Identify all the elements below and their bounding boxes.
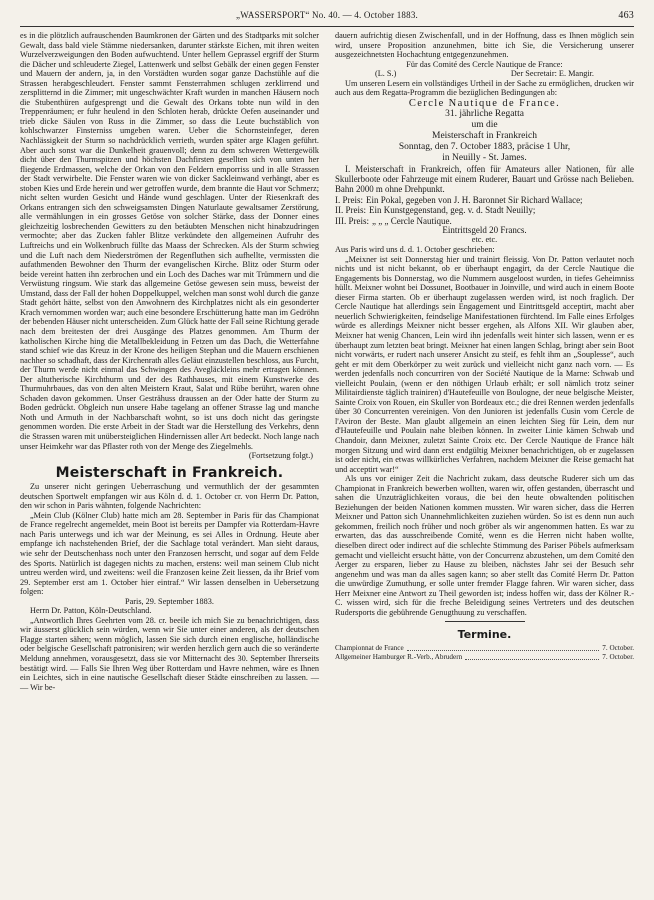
article-paragraph: „Mein Club (Kölner Club) hatte mich am 28. September in Paris für das Championat de France regelrecht angemeldet, mein Boot ist bereits per Dampfer via Rotterdam-Havre nach Paris unterwegs und ich war der Meinung, es sei Alles in Ordnung. Heute aber empfange ich nachstehenden Brief, der die Sachlage total verändert. Man sieht daraus, wie sehr der Deutschenhass noch unter den Franzosen herrscht, und sogar auf dem Felde des Sports. Natürlich ist dagegen nichts zu machen, erstens: weil man seinem Club nicht untreu werden wird, und zweitens: weil die Franzosen keine Zeit liessen, da ihr Brief vom 29. September erst am 1. October hier eintraf.“ Wir lassen denselben in Uebersetzung folgen: [20,510,319,597]
prize-row [335,195,634,205]
letter-continuation: dauern aufrichtig diesen Zwischenfall, und in der Hoffnung, dass es Ihnen möglich sein wird, unsere Proposition anzunehmen, bitte ich Sie, die Versicherung unserer ausgezeichnetsten Hochachtung entgegenzunehmen. [335,31,634,60]
regatta-edition: 31. jährliche Regatta [445,108,524,119]
right-column [335,31,634,692]
story-paragraph: es in die plötzlich aufrauschenden Baumkronen der Gärten und des Stadtparks mit solcher Gewalt, dass bald viele Stämme niedersanken, darunter stärkste Eichen, mit ihren weiten Wurzelverzweigungen den Boden aufwuchtend. Unter hellem Geprassel ergriff der Sturm die Dächer und schleuderte Ziegel, Lattenwerk und selbst Gebälk der einen gegen Fenster und Mauern der andern, ja, in den Vorstädten wurden sogar ganze Dachstühle auf die Strassen herabgeschleudert. Fenster sammt Fensterrahmen schlugen zerklirrend und zersplitternd in die Zimmer; mit ungeschwächter Kraft wurden in manchen Häusern noch die Stubenthüren aufgesprengt und die Gewalt des Orkans tobte nun wild in den Treppenräumen; er fuhr heulend in den Schloten herab, drückte Oefen auseinander und trieb dicke Säulen von Russ in die Zimmer, so dass die Leute buchstäblich von kohlschwarzer Finsterniss umgeben waren. Ueber die Schornsteinfeger, deren Nachlässigkeit der Sturm so nachdrücklich verrieth, wurden später arge Klagen geführt. Aber auch sonst war die Dunkelheit grauenvoll; denn zu dem schweren Wettergewölk dicht über den Thurmspitzen und höchsten Dachfirsten gesellten sich von unten her fliegende Erdmassen, welche der Orkan von den Feldern emporriss und in alle Strassen der Stadt verwirbelte. Die Fenster waren wie von dicker Sackleinwand verhängt, aber es stoben Kies und Erde herein und wer getroffen wurde, dem brannte die Haut vor Schmerz; nicht selten wurden Gesicht und Hände wund geschlagen. Unter der Riesenkraft des Orkans entrangen sich den schweigsamsten Dingen Naturlaute gewaltsamer Zerstörung, alle vermählungen in ein grosses Getöse von solcher Stärke, dass der Donner eines gleichzeitig losbrechenden Gewitters zu den betäubten Menschen nicht hinabzudringen vermochte; aber das Zucken fahler Blitze verkündete den allgemeinen Aufruhr des Luftreichs und ein Wolkenbruch füllte das Maass der Schrecken. Als der Sturm schwieg und die Luft nach dem Niederströmen der Regenfluthen sich aufhellte, vermissten die aufathmenden Bewohner den Thurm der evangelischen Kirche. Blitz oder Sturm oder beide vereint hatten ihn zerbrochen und ein Loch des Daches war mit Trümmern und die Verwüstung ringsum. Wie stark das allgemeine Getöse gewesen sein muss, beweist der Umstand, dass der Fall der hohen Doppelkuppel, welchen man sonst wohl durch die ganze Stadt gehört hätte, selbst von den Anwohnern des Kirchplatzes nicht als ein gesonderter Krach vernommen worden war; auch eine besondere Erschütterung hatte man im Gedröhn der bebenden Häuser nicht unterscheiden. Zum Glück hatte der Fall seine Richtung gerade nach dem breitesten der drei Ausgänge des Platzes genommen. Am Thurm der katholischen Kirche hing die Metallbekleidung in Fetzen um das Dach, die Wetterfahne stand schief wie das Kreuz in der Krone des heiligen Stephan und die Mauern erschienen nachher so schadhaft, dass der Kirchenrath alles Geläut einzustellen beschloss, aus Furcht, der Thurm werde nicht einmal das Schwingen des Avegläckleins mehr ertragen können. Der altutherische Kirchthurm und der des Rathhauses, mit einem Kunstwerke des Thurmuhrbaues, das von den alten Meistern Kraut, Salat und Rübe berührt, waren ohne Schaden davon gekommen. Unser Gesträhuss draussen an der Oder hatte der Sturm zu Boden gedrückt. Obgleich nun unsere Habe tagelang an offener Strasse lag und manche Noth und Armuth in der Nachbarschaft wohnt, so ist uns doch nicht das geringste genommen worden. Die erste Arbeit in der Stadt war die Herstellung des Verkehrs, denn die Strassen waren mit unübersteiglichen Hindernissen aller Art bedeckt. Noch lange nach unser Heimkehr war das Pflaster roth von der Menge des Ziegelmehls. [20,31,319,451]
letter-body: „Antwortlich Ihres Geehrten vom 28. cr. beeile ich mich Sie zu benachrichtigen, dass wir äusserst glücklich sein würden, wenn wir Sie unter einer anderen, als der deutschen Flagge starten sähen; wenn möglich, lassen Sie sich durch einen englische, holländische oder belgische Gesellschaft patronisiren; wir werden herzlich gern auch die so veränderte Meldung annehmen, vorausgesetzt, dass sie vor Mitternacht des 30. September Ihrerseits bestätigt wird. — Falls Sie Ihren Weg über Rotterdam und Havre nehmen, wäre es Ihnen ein Leichtes, sich in eine nautische Gesellschaft dieser Städte einschreiben zu lassen. — — Wir be- [20,615,319,692]
commentary-paragraph: Als uns vor einiger Zeit die Nachricht zukam, dass deutsche Ruderer sich um das Championat in Frankreich bewerben wollten, waren wir, offen gestanden, überrascht und sahen die Unzuträglichkeiten voraus, die bei den heute obwaltenden politischen Beziehungen der beiden Nationen kommen mussten. Wir waren sicher, dass die Herren Meixner und Patton sich Unannehmlichkeiten zuziehen würden. So ist es denn nun auch gekommen, freilich noch früher und noch gröber als wir angenommen hatten. Es war zu erwarten, das das ausschreibende Comité, wenn es die Herren nicht haben wollte, dieselben direct oder indirect auf die schlechte Stimmung des Pariser Pöbels aufmerksam gemacht und vielleicht ersucht hätte, von der Concurrenz abzustehen, um dem Comité den Aerger zu ersparen, lieber zu Hause zu bleiben, nächstes Jahr sei der Besuch sehr angenehm und was man da alles sagen kann; so aber stellt das Comité Herrn Dr. Patton die unwürdige Zumuthung, er solle unter fremder Flagge fahren. Wir waren sicher, dass Herr Meixner eine Antwort zu Theil geworden ist; indess hoffen wir, dass der Kölner R.-C. wissen wird, sich für die freche Beleidigung seines Vertreters und des deutschen Rudersports die gebührende Genugthuung zu verschaffen. [335,474,634,617]
termine-event: Allgemeiner Hamburger R.-Verb., Abrudern [335,652,463,661]
prize-row [335,205,634,215]
running-head [20,10,634,24]
prize-label: III. Preis: [335,215,369,226]
signature-row [335,69,634,79]
regatta-conditions: I. Meisterschaft in Frankreich, offen für Amateurs aller Nationen, für alle Skullerboote oder Fahrzeuge mit einem Ruderer, Bauart und Grösse nach Belieben. Bahn 2000 m ohne Drehpunkt. [335,163,634,195]
running-title: „WASSERSPORT“ No. 40. — 4. October 1883. [236,10,418,20]
letter-place-date: Paris, 29. September 1883. [125,596,214,606]
letter-addressee: Herrn Dr. Patton, Köln-Deutschland. [30,606,152,616]
programme-intro: Um unseren Lesern ein vollständiges Urtheil in der Sache zu ermöglichen, drucken wir auch aus dem Regatta-Programm die bezüglichen Bedingungen ab: [335,78,634,98]
termine-row [335,653,634,662]
regatta-date: Sonntag, den 7. October 1883, präcise 1 Uhr, [398,141,571,152]
prize-text: Ein Pokal, gegeben von J. H. Baronnet Sir Richard Wallace; [366,194,583,205]
regatta-club: Cercle Nautique de France. [408,97,561,109]
termine-heading: Termine. [457,628,512,642]
entry-fee: Eintrittsgeld 20 Francs. [442,224,527,235]
prize-text: Ein Kunstgegenstand, geg. v. d. Stadt Neuilly; [369,205,536,216]
etc-line: etc. etc. [471,235,498,245]
article-paragraph: Zu unserer nicht geringen Ueberraschung und vermuthlich der der gesammten deutschen Sportwelt empfangen wir aus Köln d. d. 1. October cr. von Herrn Dr. Patton, den wir schon in Paris wähnten, folgende Nachrichten: [20,482,319,511]
prize-text: „ „ „ Cercle Nautique. [372,215,452,226]
prize-label: II. Preis: [335,205,366,216]
dot-leader [465,653,599,660]
regatta-place: in Neuilly - St. James. [442,152,527,163]
secretary-signature: Der Secretair: E. Mangir. [510,69,594,79]
left-column [20,31,319,692]
termine-row [335,644,634,653]
paris-intro: Aus Paris wird uns d. d. 1. October geschrieben: [335,245,495,255]
page-number: 463 [618,10,634,21]
seal-mark: (L. S.) [375,69,397,79]
regatta-programme [335,98,634,164]
dot-leader [407,644,600,651]
section-rule [445,621,525,622]
paris-report: „Meixner ist seit Donnerstag hier und trainirt fleissig. Von Dr. Patton verlautet noch nichts und ist nicht bekannt, ob er überhaupt engagirt, da der Cercle Nautique die Engagements bis Donnerstag, wo die Nummern ausgeloost wurden, in tiefes Geheimniss hüllt. Meixner wohnt bei Dossunet, Bootbauer in Joinville, und wird auch in einem Boote dieser Firma starten. Ob er überhaupt zugelassen werden wird, ist noch fraglich. Der Cercle Nautique hat allerdings sein Engagement und Eintrittsgeld acceptirt, macht aber neuerlich Schwierigkeiten, feindselige Manifestationen fürchtend. Im Falle eines Erfolges würde es allerdings Meixner nicht besser ergehen, als Alfons XII. Wir glauben aber, Meixner hat wenig Chancen, Lein wird ihn jedenfalls weit hinter sich lassen, wenn er es überhaupt zum letzten beat bringt. Meixner hat einen langen Schlag, bringt aber sein Boot nicht vorwärts, er rudert nach unserer Ansicht zu steif, es fehlt ihm an „Souplesse“, auch geht er mit dem Oberkörper zu weit zurück und vielleicht nicht ganz nach vorn. — Es werden jedenfalls noch concurriren von der Société Nautique de la Marne: Schwab und vielleicht Poulain, (wenn er den nöthigen Urlaub erhält; er soll nämlich trotz seiner Militairdienste täglich trainiren) d'Hautefeuille von Boulogne, der neue belgische Meister, Sainte Croix von Rouen, ein Skuller von Bordeaux etc.; die drei Rennen werden jedenfalls über 30 Concurrenten vereinigen. Von den Junioren ist jedenfalls Cusin vom Cercle de l'Aviron der Beste. Man glaubt allgemein an einen leichten Sieg für Lein, dem nur d'Hautefeuille und Poulain nahe bleiben können. In zweiter Linie kämen Schwab und Chandoir, dann Meixner, zuletzt Sainte Croix etc. Der Cercle Nautique de France hält morgen Sitzung und wird dann erst endgültig Meixner benachrichtigen, ob er zugelassen ist oder nicht, ein etwas willkürliches Verfahren, nachdem Meixner die Reise gemacht hat und acceptirt war!“ [335,254,634,474]
continued-note: (Fortsetzung folgt.) [248,451,313,461]
termine-event: Championnat de France [335,643,404,652]
regatta-title: Meisterschaft in Frankreich [432,130,537,141]
signatory-line: Für das Comité des Cercle Nautique de France: [406,59,563,69]
header-rule [20,26,634,27]
termine-date: 7. October. [602,652,634,661]
termine-date: 7. October. [602,643,634,652]
columns [20,31,634,692]
article-heading: Meisterschaft in Frankreich. [55,464,284,481]
prize-label: I. Preis: [335,194,363,205]
regatta-um: um die [471,119,498,130]
